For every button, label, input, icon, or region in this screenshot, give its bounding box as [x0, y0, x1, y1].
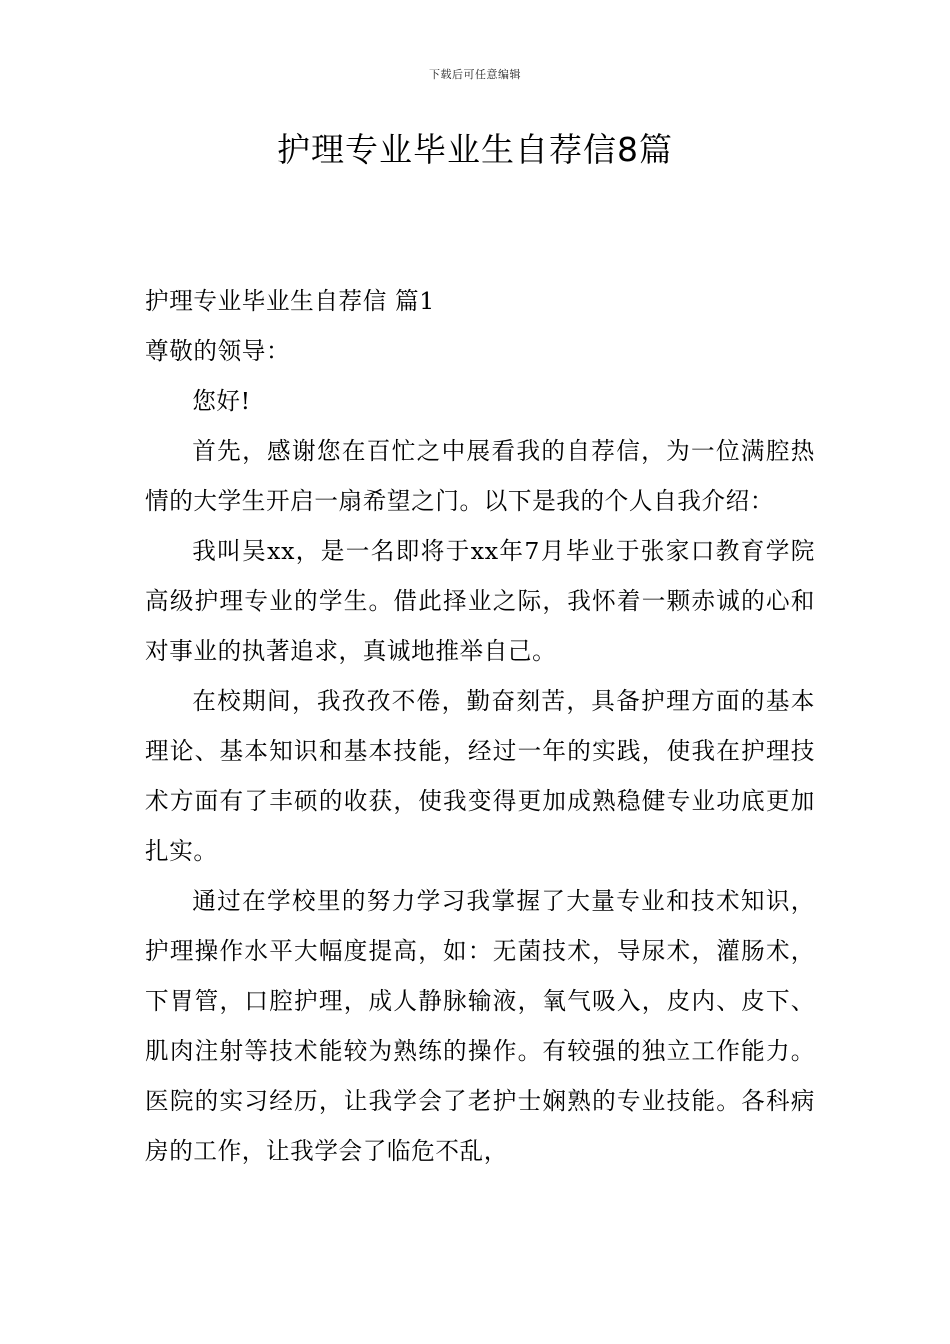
salutation: 尊敬的领导：	[145, 337, 291, 365]
document-body	[145, 276, 815, 1176]
paragraph-skills: 通过在学校里的努力学习我掌握了大量专业和技术知识，护理操作水平大幅度提高，如：无菌技术，导尿术，灌肠术，下胃管，口腔护理，成人静脉输液，氧气吸入，皮内、皮下、肌肉注射等技术能较为熟练的操作。有较强的独立工作能力。医院的实习经历，让我学会了老护士娴熟的专业技能。各科病房的工作，让我学会了临危不乱，	[145, 887, 815, 1165]
header-note: 下载后可任意编辑	[429, 68, 521, 81]
paragraph-school-study: 在校期间，我孜孜不倦，勤奋刻苦，具备护理方面的基本理论、基本知识和基本技能，经过一年的实践，使我在护理技术方面有了丰硕的收获，使我变得更加成熟稳健专业功底更加扎实。	[145, 687, 815, 865]
greeting: 您好!	[192, 387, 251, 415]
section-title: 护理专业毕业生自荐信 篇1	[145, 287, 435, 315]
paragraph-self-introduction: 我叫吴xx，是一名即将于xx年7月毕业于张家口教育学院高级护理专业的学生。借此择业之际，我怀着一颗赤诚的心和对事业的执著追求，真诚地推举自己。	[145, 537, 815, 665]
paragraph-intro: 首先，感谢您在百忙之中展看我的自荐信，为一位满腔热情的大学生开启一扇希望之门。以下是我的个人自我介绍：	[145, 437, 815, 515]
document-title: 护理专业毕业生自荐信8篇	[277, 130, 673, 169]
